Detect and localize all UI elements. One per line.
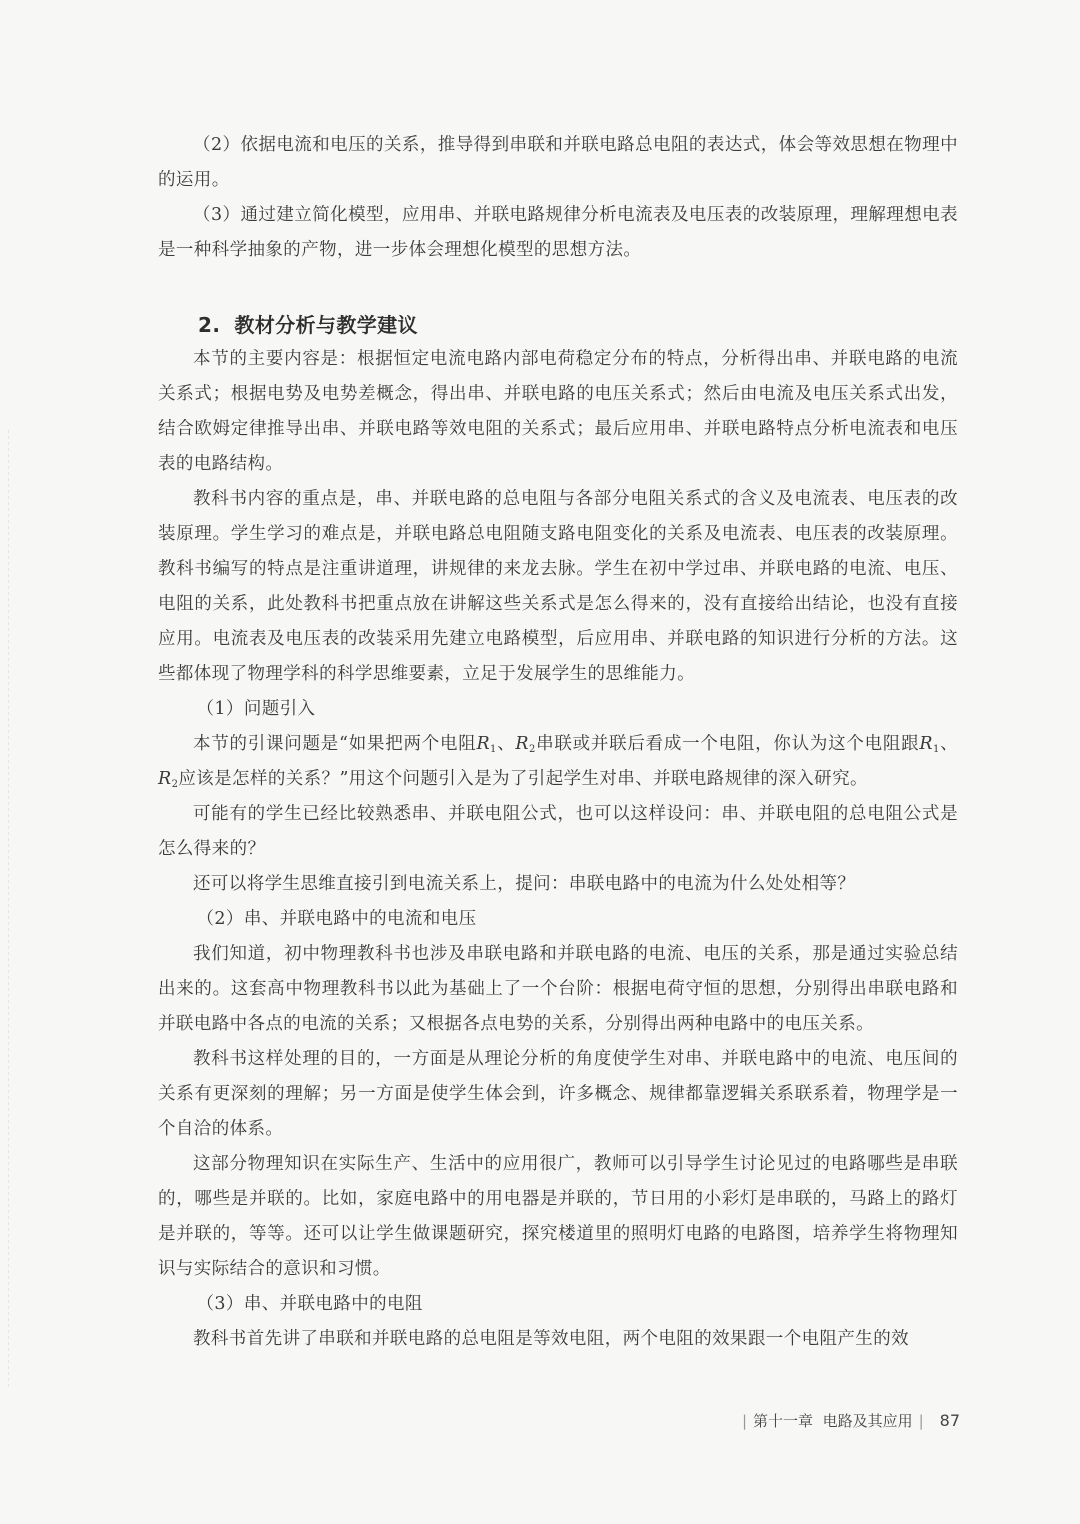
section-title: 教材分析与教学建议 bbox=[234, 313, 418, 337]
resistor-subscript: 1 bbox=[490, 744, 497, 755]
resistor-subscript: 1 bbox=[932, 744, 940, 755]
subheading-problem-intro: （1）问题引入 bbox=[196, 699, 316, 719]
paragraph-key-points: 教科书内容的重点是，串、并联电路的总电阻与各部分电阻关系式的含义及电流表、电压表的改装原理。学生学习的难点是，并联电路总电阻随支路电阻变化的关系及电流表、电压表的改装原理。教科书编写的特点是注重讲道理，讲规律的来龙去脉。学生在初中学过串、并联电路的电流、电压、电阻的关系，此处教科书把重点放在讲解这些关系式是怎么得来的，没有直接给出结论，也没有直接应用。电流表及电压表的改装采用先建立电路模型，后应用串、并联电路的知识进行分析的方法。这些都体现了物理学科的科学思维要素，立足于发展学生的思维能力。 bbox=[158, 489, 958, 684]
page-content bbox=[158, 128, 958, 1357]
paragraph-current-question: 还可以将学生思维直接引到电流关系上，提问：串联电路中的电流为什么处处相等？ bbox=[193, 874, 856, 894]
paragraph-junior-physics: 我们知道，初中物理教科书也涉及串联电路和并联电路的电流、电压的关系，那是通过实验总结出来的。这套高中物理教科书以此为基础上了一个台阶：根据电荷守恒的思想，分别得出串联电路和并联电路中各点的电流的关系；又根据各点电势的关系，分别得出两种电路中的电压关系。 bbox=[158, 944, 958, 1034]
resistor-symbol: R bbox=[919, 734, 933, 754]
page-footer bbox=[700, 1410, 960, 1431]
footer-chapter: 第十一章 bbox=[753, 1412, 814, 1430]
paragraph-main-content: 本节的主要内容是：根据恒定电流电路内部电荷稳定分布的特点，分析得出串、并联电路的电流关系式；根据电势及电势差概念，得出串、并联电路的电压关系式；然后由电流及电压关系式出发，结合欧姆定律推导出串、并联电路等效电阻的关系式；最后应用串、并联电路特点分析电流表和电压表的电路结构。 bbox=[158, 349, 958, 474]
intro-question-text-a: 本节的引课问题是“如果把两个电阻 bbox=[193, 734, 477, 754]
binding-margin-line bbox=[8, 430, 9, 1390]
intro-question-text-b: 串联或并联后看成一个电阻，你认为这个电阻跟 bbox=[535, 734, 920, 754]
objective-item-3: （3）通过建立简化模型，应用串、并联电路规律分析电流表及电压表的改装原理，理解理想电表是一种科学抽象的产物，进一步体会理想化模型的思想方法。 bbox=[158, 205, 958, 260]
paragraph-purpose: 教科书这样处理的目的，一方面是从理论分析的角度使学生对串、并联电路中的电流、电压间的关系有更深刻的理解；另一方面是使学生体会到，许多概念、规律都靠逻辑关系联系着，物理学是一个自洽的体系。 bbox=[158, 1049, 958, 1139]
resistor-symbol: R bbox=[158, 769, 172, 789]
subheading-resistance: （3）串、并联电路中的电阻 bbox=[196, 1294, 423, 1314]
resistor-subscript: 2 bbox=[529, 744, 536, 755]
paragraph-applications: 这部分物理知识在实际生产、生活中的应用很广，教师可以引导学生讨论见过的电路哪些是串联的，哪些是并联的。比如，家庭电路中的用电器是并联的，节日用的小彩灯是串联的，马路上的路灯是并联的，等等。还可以让学生做课题研究，探究楼道里的照明灯电路的电路图，培养学生将物理知识与实际结合的意识和习惯。 bbox=[158, 1154, 958, 1279]
symbol-separator: 、 bbox=[496, 734, 516, 754]
intro-question-text-c: 应该是怎样的关系？”用这个问题引入是为了引起学生对串、并联电路规律的深入研究。 bbox=[178, 769, 868, 789]
objective-item-2: （2）依据电流和电压的关系，推导得到串联和并联电路总电阻的表达式，体会等效思想在物理中的运用。 bbox=[158, 135, 958, 190]
footer-divider: | bbox=[918, 1412, 924, 1430]
section-gap bbox=[158, 268, 958, 308]
section-number: 2. bbox=[198, 313, 221, 337]
subheading-current-voltage: （2）串、并联电路中的电流和电压 bbox=[196, 909, 477, 929]
section-heading bbox=[158, 308, 958, 342]
paragraph-intro-question bbox=[158, 727, 958, 797]
paragraph-equivalent-resistance: 教科书首先讲了串联和并联电路的总电阻是等效电阻，两个电阻的效果跟一个电阻产生的效 bbox=[193, 1329, 909, 1349]
footer-divider: | bbox=[741, 1412, 747, 1430]
footer-chapter-title: 电路及其应用 bbox=[822, 1412, 913, 1430]
page-number: 87 bbox=[939, 1411, 960, 1430]
paragraph-alt-question: 可能有的学生已经比较熟悉串、并联电阻公式，也可以这样设问：串、并联电阻的总电阻公式是怎么得来的？ bbox=[158, 804, 958, 859]
resistor-subscript: 2 bbox=[171, 779, 179, 790]
resistor-symbol: R bbox=[476, 734, 491, 754]
resistor-symbol: R bbox=[515, 734, 529, 754]
symbol-separator: 、 bbox=[939, 734, 958, 754]
